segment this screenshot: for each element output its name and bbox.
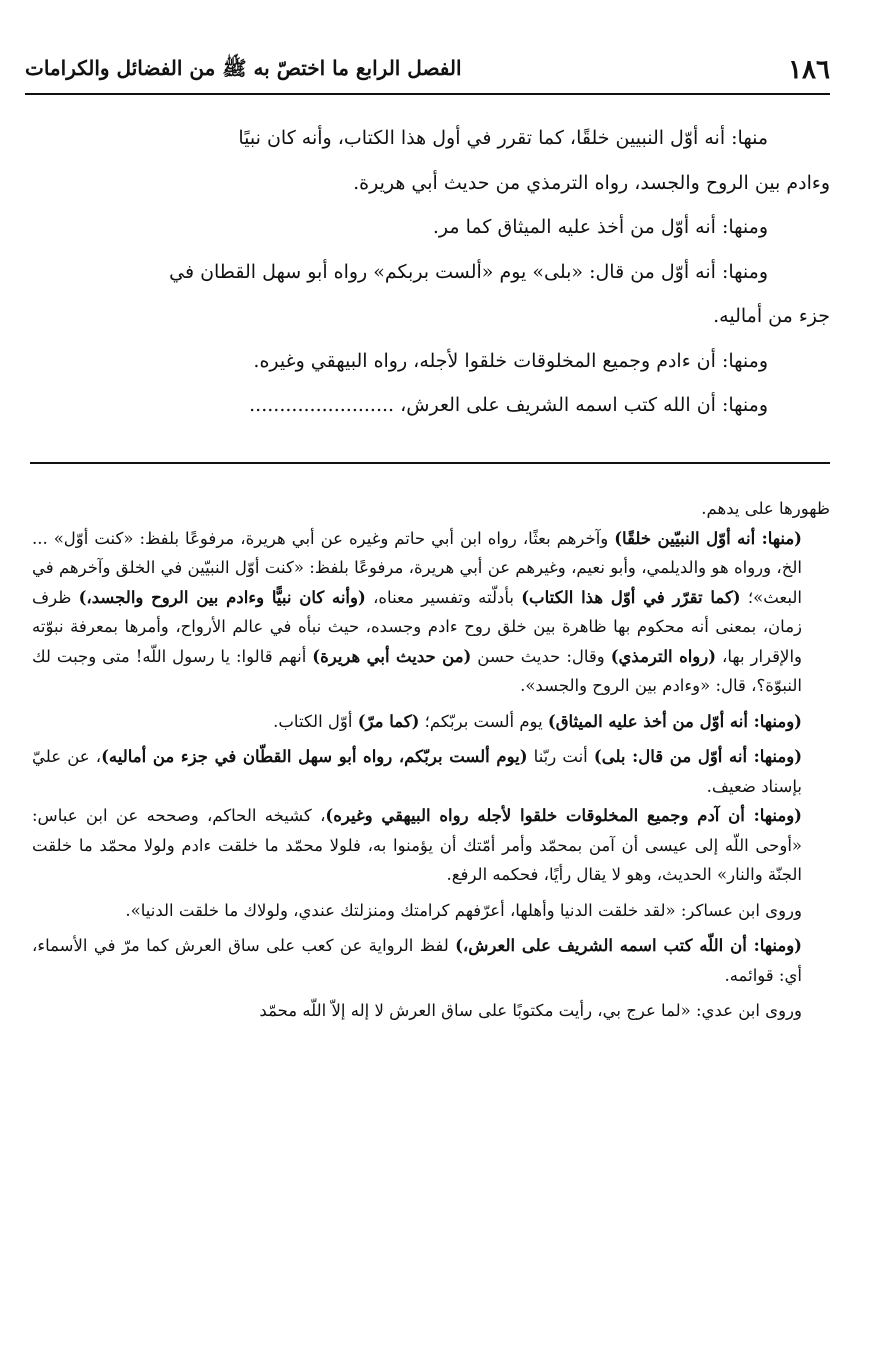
quoted-phrase: (ومنها: أن اللّه كتب اسمه الشريف على العرش،) (455, 936, 802, 955)
commentary-text: أوّل الكتاب. (273, 711, 358, 731)
running-header (25, 52, 830, 88)
commentary (32, 494, 830, 1026)
main-paragraph-5 (25, 383, 830, 428)
commentary-paragraph-1 (32, 524, 830, 701)
main-paragraph-5-text: ومنها: أن الله كتب اسمه الشريف على العرش، (400, 394, 768, 416)
commentary-paragraph-5: وروى ابن عساكر: «لقد خلقت الدنيا وأهلها، أعرّفهم كرامتك ومنزلتك عندي، ولولاك ما خلقت الدنيا». (125, 900, 802, 920)
main-paragraph-4: ومنها: أن ءادم وجميع المخلوقات خلقوا لأجله، رواه البيهقي وغيره. (253, 349, 768, 372)
continuation-dots: ........................ (249, 394, 395, 416)
commentary-paragraph-6 (32, 931, 830, 990)
commentary-text: ظرف زمان، بمعنى أنه محكوم بها ظاهرة بين خلق روح ءادم وجسده، حيث نبأه في عالم الأرواح، وأمرها بمعرفة نبوّته والإقرار بها، (32, 587, 802, 666)
main-paragraph-1-line-1: منها: أنه أوّل النبيين خلقًا، كما تقرر في أول هذا الكتاب، وأنه كان نبيًا (238, 127, 768, 149)
quoted-phrase: (رواه الترمذي) (610, 646, 717, 666)
page-number: ١٨٦ (788, 55, 830, 85)
commentary-paragraph-7: وروى ابن عدي: «لما عرج بي، رأيت مكتوبًا على ساق العرش لا إله إلاّ اللّه محمّد (259, 1001, 802, 1020)
main-text (25, 116, 830, 428)
commentary-text: بأدلّته وتفسير معناه، (365, 587, 522, 607)
quoted-phrase: (ومنها: أنه أوّل من أخذ عليه الميثاق) (547, 711, 802, 731)
commentary-text: وآخرهم بعثًا، رواه ابن أبي حاتم وغيره عن أبي هريرة، مرفوعًا بلفظ: «كنت أوّل» ... الخ، ورواه هو والديلمي، وأبو نعيم، وغيرهم عن أبي هريرة، مرفوعًا بلفظ: «كنت أوّل النبيّين في الخلق وآخرهم في البعث»؛ (32, 528, 802, 607)
main-paragraph-2: ومنها: أنه أوّل من أخذ عليه الميثاق كما مر. (432, 216, 768, 238)
commentary-paragraph-3 (32, 742, 830, 801)
quoted-phrase: (من حديث أبي هريرة) (312, 646, 472, 666)
main-paragraph-3-line-2: جزء من أماليه. (713, 305, 830, 327)
quoted-phrase: (يوم ألست بربّكم، رواه أبو سهل القطّان في جزء من أماليه) (101, 747, 528, 766)
commentary-text: ، عن عليّ بإسناد ضعيف. (32, 747, 802, 796)
quoted-phrase: (ومنها: أن آدم وجميع المخلوقات خلقوا لأجله رواه البيهقي وغيره) (325, 806, 802, 825)
commentary-continuation: ظهورها على يدهم. (701, 499, 830, 518)
quoted-phrase: (كما مرّ) (357, 711, 420, 731)
quoted-phrase: (ومنها: أنه أوّل من قال: بلى) (593, 747, 803, 766)
commentary-text: لفظ الرواية عن كعب على ساق العرش كما مرّ في الأسماء، أي: قوائمه. (32, 936, 802, 985)
quoted-phrase: (كما تقرّر في أوّل هذا الكتاب) (521, 587, 741, 607)
commentary-text: أنهم قالوا: يا رسول اللّه! متى وجبت لك النبوّة؟، قال: «وءادم بين الروح والجسد». (32, 646, 802, 695)
commentary-text: أنت ربّنا (527, 747, 594, 766)
commentary-text: يوم ألست بربّكم؛ (419, 711, 548, 731)
commentary-paragraph-4 (32, 801, 830, 890)
quoted-phrase: (وأنه كان نبيًّا وءادم بين الروح والجسد،) (78, 587, 366, 607)
quoted-phrase: (منها: أنه أوّل النبيّين خلقًا) (614, 528, 802, 548)
commentary-separator (30, 462, 830, 464)
chapter-title: الفصل الرابع ما اختصّ به ﷺ من الفضائل والكرامات (25, 55, 462, 80)
commentary-text: وقال: حديث حسن (471, 646, 611, 666)
header-rule (25, 93, 830, 95)
commentary-text: ، كشيخه الحاكم، وصححه عن ابن عباس: «أوحى اللّه إلى عيسى أن آمن بمحمّد وأمر أمّتك أن يؤمنوا به، فلولا محمّد ما خلقت ءادم ولولا محمّد ما خلقت الجنّة والنار» الحديث، وهو لا يقال رأيًا، فحكمه الرفع. (32, 806, 802, 884)
main-paragraph-1-line-2: وءادم بين الروح والجسد، رواه الترمذي من حديث أبي هريرة. (353, 171, 830, 194)
commentary-paragraph-2 (32, 707, 830, 737)
main-paragraph-3-line-1: ومنها: أنه أوّل من قال: «بلى» يوم «ألست بربكم» رواه أبو سهل القطان في (169, 260, 768, 283)
